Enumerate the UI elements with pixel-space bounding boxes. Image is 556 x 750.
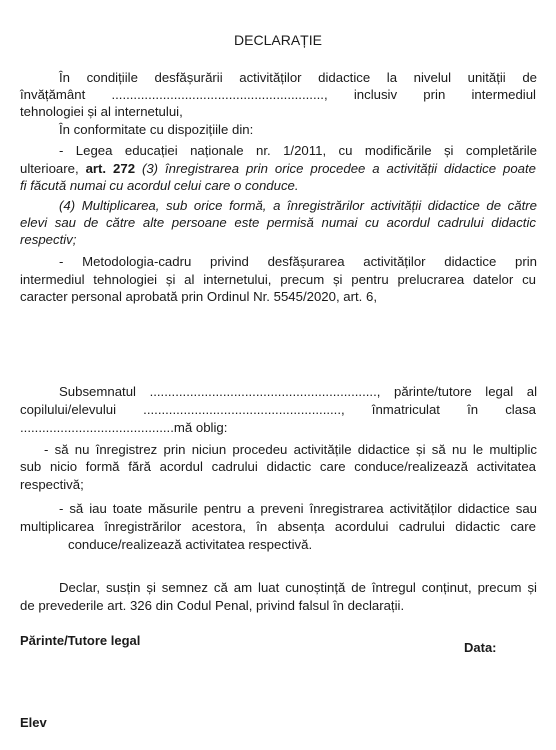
intro-line-1: În condițiile desfășurării activităților didactice la nivelul unității de (59, 70, 537, 85)
intro-line-4: În conformitate cu dispozițiile din: (59, 122, 254, 137)
law-line-2-suffix: (3) înregistrarea prin orice procedee a activității didactice poate (135, 161, 536, 176)
student-signature-label: Elev (20, 715, 47, 730)
methodology-line-2: intermediul tehnologiei și al internetului, precum și pentru prelucrarea datelor cu (20, 272, 536, 287)
obligation-2-line-1: - să iau toate măsurile pentru a preveni înregistrarea activităților didactice sau (59, 501, 537, 516)
obligation-2-line-2: multiplicarea înregistrărilor acestora, în absența acordului cadrului didactic care (20, 519, 536, 534)
law-line-4: (4) Multiplicarea, sub orice formă, a înregistrărilor activității didactice de către (59, 198, 537, 213)
law-line-1: - Legea educației naționale nr. 1/2011, cu modificările și completările (59, 143, 537, 158)
undersigned-line-3: ..........................................mă oblig: (20, 420, 228, 435)
law-line-2-prefix: ulterioare, (20, 161, 86, 176)
law-line-3: fi făcută numai cu acordul celui care o conduce. (20, 178, 299, 193)
parent-signature-label: Părinte/Tutore legal (20, 633, 141, 648)
law-line-5: elevi sau de către alte persoane este permisă numai cu acordul cadrului didactic (20, 215, 536, 230)
obligation-1-line-2: sub nicio formă fără acordul cadrului didactic care conduce/realizează activitatea (20, 459, 536, 474)
law-article-ref: art. 272 (85, 161, 136, 176)
methodology-line-1: - Metodologia-cadru privind desfășurarea activităților didactice prin (59, 254, 537, 269)
closing-line-1: Declar, susțin și semnez că am luat cunoștință de întregul conținut, precum și (59, 580, 537, 595)
date-label: Data: (464, 640, 497, 655)
obligation-2-line-3: conduce/realizează activitatea respectivă. (68, 537, 313, 552)
undersigned-line-1: Subsemnatul .............................................................., părinte/tutore legal al (59, 384, 537, 399)
intro-line-2: învățământ .........................................................., inclusiv prin intermediul (20, 87, 536, 102)
obligation-1-line-1: - să nu înregistrez prin niciun procedeu activitățile didactice și să nu le multiplic (44, 442, 537, 457)
intro-line-3: tehnologiei și al internetului, (20, 104, 183, 119)
document-title: DECLARAȚIE (234, 32, 322, 48)
law-line-2 (20, 160, 536, 177)
methodology-line-3: caracter personal aprobată prin Ordinul Nr. 5545/2020, art. 6, (20, 289, 378, 304)
obligation-1-line-3: respectivă; (20, 477, 84, 492)
closing-line-2: de prevederile art. 326 din Codul Penal, privind falsul în declarații. (20, 598, 405, 613)
undersigned-line-2: copilului/elevului ......................................................, înmatriculat în clasa (20, 402, 536, 417)
law-line-6: respectiv; (20, 232, 77, 247)
